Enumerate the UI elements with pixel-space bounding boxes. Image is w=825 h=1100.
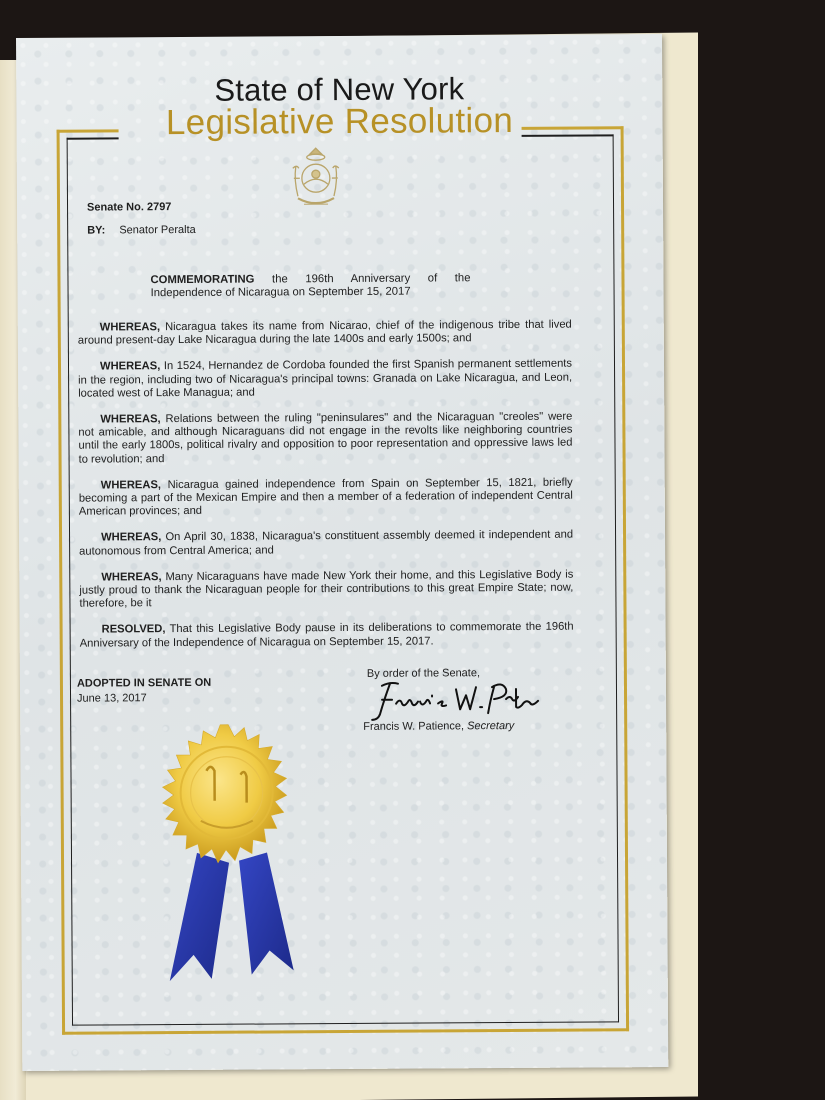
sponsor-name: Senator Peralta xyxy=(119,223,196,237)
whereas-clause xyxy=(78,358,572,401)
clause-text: Nicaragua takes its name from Nicarao, chief of the indigenous tribe that lived around present-day Lake Nicaragua during the late 1400s and early 1500s; and xyxy=(77,318,572,347)
whereas-clause xyxy=(79,568,573,611)
secretary-name: Francis W. Patience, xyxy=(363,720,465,733)
whereas-clause xyxy=(78,411,572,467)
clause-keyword: WHEREAS, xyxy=(101,531,162,544)
clause-text: Relations between the ruling "peninsulares" and the Nicaraguan "creoles" were not amicable, and although Nicaraguans did not engage in the revolts like neighboring countries until the early 1800s, political rivalry and opposition to poor representation and oppressive laws led to revolution; and xyxy=(78,410,573,466)
clause-text: That this Legislative Body pause in its deliberations to commemorate the 196th Anniversary of the Independence of Nicaragua on September 15, 2017. xyxy=(79,621,574,650)
clause-text: In 1524, Hernandez de Cordoba founded the first Spanish permanent settlements in the region, including two of Nicaragua's principal towns: Granada on Lake Nicaragua, and Leon, located west of Lake Managua; and xyxy=(78,358,573,400)
secretary-role: Secretary xyxy=(467,719,515,733)
clause-text: Nicaragua gained independence from Spain on September 15, 1821, briefly becoming a part of the Mexican Empire and then a member of a federation of independent Central American provinces; and xyxy=(78,476,573,518)
clause-keyword: RESOLVED, xyxy=(101,623,166,636)
clause-keyword: WHEREAS, xyxy=(101,570,162,584)
handwritten-signature xyxy=(360,675,550,726)
sponsor-line xyxy=(87,224,196,237)
clause-keyword: WHEREAS, xyxy=(100,478,162,492)
certificate-paper xyxy=(16,34,668,1071)
clause-text: Many Nicaraguans have made New York their home, and this Legislative Body is justly proud to thank the Nicaraguan people for their contributions to this great Empire State; now, therefore, be it xyxy=(79,568,574,610)
whereas-clause xyxy=(78,319,572,348)
gold-border-top-right xyxy=(522,126,624,130)
resolution-clauses xyxy=(78,319,574,664)
inner-border-top-left xyxy=(67,137,119,139)
adopted-date: June 13, 2017 xyxy=(77,692,147,705)
commemorating-text: the 196th Anniversary of the Independence of Nicaragua on September 15, 2017 xyxy=(150,272,471,300)
order-text: By order of the Senate, xyxy=(366,667,481,680)
whereas-clause xyxy=(79,476,573,519)
gold-seal-ribbon-icon xyxy=(148,722,310,993)
by-label: BY: xyxy=(87,224,106,237)
secretary-line xyxy=(363,720,514,733)
adopted-block xyxy=(77,677,211,705)
clause-keyword: WHEREAS, xyxy=(100,413,161,426)
commemorating-keyword: COMMEMORATING xyxy=(150,273,255,287)
resolved-clause xyxy=(80,621,574,650)
whereas-clause xyxy=(79,529,573,558)
clause-text: On April 30, 1838, Nicaragua's constituent assembly deemed it independent and autonomous from Central America; and xyxy=(79,529,574,558)
senate-number: Senate No. 2797 xyxy=(87,201,172,214)
clause-keyword: WHEREAS, xyxy=(99,360,161,373)
adopted-label: ADOPTED IN SENATE ON xyxy=(76,676,212,690)
clause-keyword: WHEREAS, xyxy=(99,321,161,334)
commemorating-paragraph xyxy=(150,272,470,300)
header-state: State of New York xyxy=(214,71,465,108)
state-seal-icon xyxy=(284,144,348,212)
header-title: Legislative Resolution xyxy=(165,100,514,143)
gold-border-top-left xyxy=(57,129,119,132)
